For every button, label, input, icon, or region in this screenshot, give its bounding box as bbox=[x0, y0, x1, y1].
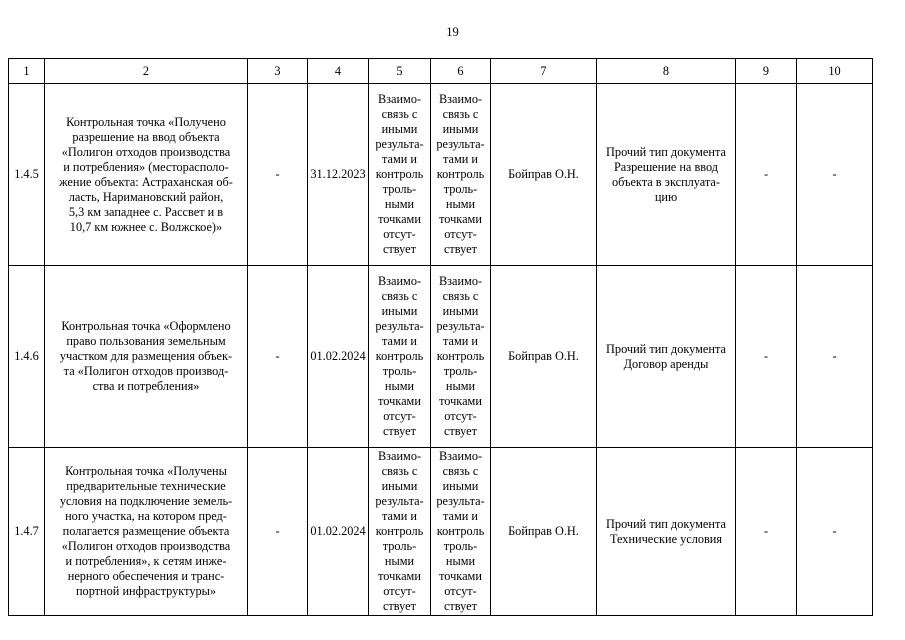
row-number: 1.4.5 bbox=[9, 84, 45, 266]
description-text: Контрольная точка «Оформлено право пользования земельным участком для размещения объек- та «Полигон отходов производ- ства и потребления» bbox=[59, 319, 233, 393]
relation-text-6: Взаимо- связь с иными результа- тами и контроль троль- ными точками отсут- ствует bbox=[436, 449, 485, 613]
document-cell bbox=[597, 84, 736, 266]
control-points-table bbox=[8, 58, 873, 616]
document-text: Прочий тип документа Технические условия bbox=[606, 516, 726, 546]
page-number: 19 bbox=[446, 25, 459, 39]
col10-cell: - bbox=[797, 448, 873, 616]
relation-cell-6 bbox=[431, 448, 491, 616]
document-text: Прочий тип документа Договор аренды bbox=[606, 341, 726, 371]
relation-cell-6 bbox=[431, 266, 491, 448]
header-cell-3: 3 bbox=[248, 59, 308, 84]
col9-cell: - bbox=[736, 448, 797, 616]
table-row bbox=[9, 266, 873, 448]
header-cell-10: 10 bbox=[797, 59, 873, 84]
header-cell-8: 8 bbox=[597, 59, 736, 84]
header-cell-7: 7 bbox=[491, 59, 597, 84]
description-cell bbox=[45, 84, 248, 266]
relation-text-5: Взаимо- связь с иными результа- тами и контроль троль- ными точками отсут- ствует bbox=[375, 274, 424, 438]
header-cell-9: 9 bbox=[736, 59, 797, 84]
relation-text-6: Взаимо- связь с иными результа- тами и контроль троль- ными точками отсут- ствует bbox=[436, 274, 485, 438]
col10-cell: - bbox=[797, 84, 873, 266]
row-number: 1.4.7 bbox=[9, 448, 45, 616]
relation-cell-6 bbox=[431, 84, 491, 266]
header-cell-2: 2 bbox=[45, 59, 248, 84]
responsible-cell: Бойправ О.Н. bbox=[491, 448, 597, 616]
relation-text-5: Взаимо- связь с иными результа- тами и контроль троль- ными точками отсут- ствует bbox=[375, 92, 424, 256]
description-text: Контрольная точка «Получены предварительные технические условия на подключение земель- ного участка, на котором пред- полагается размещение объекта «Полигон отходов производства и потребления», к сетям инже- нерного обеспечения и транс- портной инфраструктуры» bbox=[59, 464, 233, 598]
responsible-cell: Бойправ О.Н. bbox=[491, 84, 597, 266]
col10-cell: - bbox=[797, 266, 873, 448]
col3-cell: - bbox=[248, 84, 308, 266]
date-cell: 01.02.2024 bbox=[308, 448, 369, 616]
header-cell-1: 1 bbox=[9, 59, 45, 84]
date-cell: 01.02.2024 bbox=[308, 266, 369, 448]
relation-cell-5 bbox=[369, 266, 431, 448]
relation-text-5: Взаимо- связь с иными результа- тами и контроль троль- ными точками отсут- ствует bbox=[375, 449, 424, 613]
table-row bbox=[9, 84, 873, 266]
responsible-cell: Бойправ О.Н. bbox=[491, 266, 597, 448]
relation-cell-5 bbox=[369, 448, 431, 616]
description-cell bbox=[45, 266, 248, 448]
document-text: Прочий тип документа Разрешение на ввод объекта в эксплуата- цию bbox=[606, 144, 726, 204]
document-cell bbox=[597, 448, 736, 616]
header-cell-5: 5 bbox=[369, 59, 431, 84]
description-text: Контрольная точка «Получено разрешение на ввод объекта «Полигон отходов производства и потребления» (месторасполо- жение объекта: Астраханская об- ласть, Наримановский район, 5,3 км западнее с. Рассвет и в 10,7 км южнее с. Волжское)» bbox=[59, 114, 233, 234]
col9-cell: - bbox=[736, 84, 797, 266]
header-row bbox=[9, 59, 873, 84]
row-number: 1.4.6 bbox=[9, 266, 45, 448]
description-cell bbox=[45, 448, 248, 616]
col3-cell: - bbox=[248, 448, 308, 616]
relation-text-6: Взаимо- связь с иными результа- тами и контроль троль- ными точками отсут- ствует bbox=[436, 92, 485, 256]
col9-cell: - bbox=[736, 266, 797, 448]
col3-cell: - bbox=[248, 266, 308, 448]
header-cell-6: 6 bbox=[431, 59, 491, 84]
header-cell-4: 4 bbox=[308, 59, 369, 84]
document-cell bbox=[597, 266, 736, 448]
relation-cell-5 bbox=[369, 84, 431, 266]
table-row bbox=[9, 448, 873, 616]
date-cell: 31.12.2023 bbox=[308, 84, 369, 266]
